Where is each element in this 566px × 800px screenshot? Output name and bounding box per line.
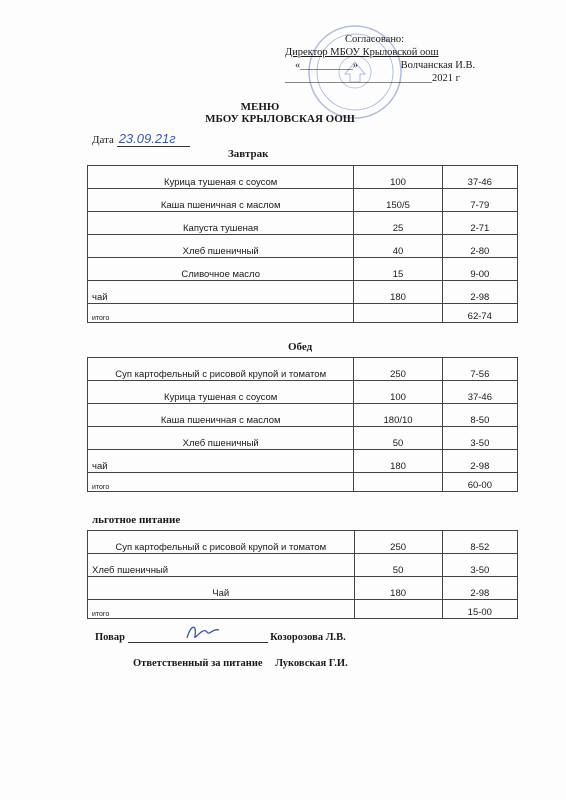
table-row (88, 258, 518, 281)
dish-price: 8-50 (442, 404, 517, 427)
dish-weight: 100 (354, 166, 442, 189)
dish-price: 2-98 (442, 281, 517, 304)
dish-price: 2-98 (442, 577, 517, 600)
cook-name: Козорозова Л.В. (270, 632, 346, 643)
date-row (92, 131, 190, 146)
dish-name: чай (88, 281, 354, 304)
dish-price: 8-52 (442, 531, 517, 554)
table-row (88, 281, 518, 304)
cook-signature-row (95, 630, 346, 643)
date-label: Дата (92, 134, 114, 146)
dish-weight: 40 (354, 235, 442, 258)
dish-price: 7-56 (442, 358, 517, 381)
dish-price: 3-50 (442, 427, 517, 450)
approval-block (285, 33, 545, 85)
dish-weight: 100 (354, 381, 442, 404)
table-row (88, 212, 518, 235)
handwritten-signature (183, 622, 223, 644)
table-row (88, 235, 518, 258)
lunch-heading: Обед (288, 341, 313, 353)
responsible-row (133, 658, 348, 669)
dish-name: Каша пшеничная с маслом (88, 404, 354, 427)
dish-price: 2-80 (442, 235, 517, 258)
total-label: итого (88, 600, 355, 619)
breakfast-heading: Завтрак (228, 148, 269, 160)
dish-name: Чай (88, 577, 355, 600)
approval-name: Волчанская И.В. (400, 60, 476, 71)
table-row (88, 189, 518, 212)
benefit-table (87, 530, 518, 619)
dish-name: Суп картофельный с рисовой крупой и томатом (88, 358, 354, 381)
total-value: 15-00 (442, 600, 517, 619)
cook-signature-line (128, 630, 268, 643)
dish-name: Курица тушеная с соусом (88, 166, 354, 189)
benefit-heading: льготное питание (92, 514, 181, 526)
total-label: итого (88, 473, 354, 492)
dish-name: Хлеб пшеничный (88, 235, 354, 258)
responsible-name: Луковская Г.И. (275, 658, 348, 669)
total-value: 62-74 (442, 304, 517, 323)
table-row (88, 427, 518, 450)
approval-quote: «__________» (295, 60, 358, 71)
dish-weight: 180 (354, 281, 442, 304)
dish-name: чай (88, 450, 354, 473)
dish-weight: 180/10 (354, 404, 442, 427)
dish-name: Хлеб пшеничный (88, 554, 355, 577)
dish-name: Капуста тушеная (88, 212, 354, 235)
responsible-label: Ответственный за питание (133, 658, 263, 669)
total-label: итого (88, 304, 354, 323)
table-row (88, 531, 518, 554)
dish-weight: 50 (354, 554, 442, 577)
dish-name: Суп картофельный с рисовой крупой и томатом (88, 531, 355, 554)
total-row (88, 600, 518, 619)
dish-price: 3-50 (442, 554, 517, 577)
approval-year: ____________________________2021 г (285, 73, 460, 84)
date-value: 23.09.21г (117, 131, 190, 147)
approval-signature-line (285, 59, 545, 72)
table-row (88, 381, 518, 404)
lunch-table (87, 357, 518, 492)
menu-title-line1: МЕНЮ (240, 101, 280, 113)
dish-weight: 25 (354, 212, 442, 235)
cook-label: Повар (95, 632, 125, 643)
dish-price: 2-71 (442, 212, 517, 235)
table-row (88, 358, 518, 381)
total-row (88, 473, 518, 492)
dish-name: Каша пшеничная с маслом (88, 189, 354, 212)
menu-title (200, 101, 360, 125)
dish-price: 9-00 (442, 258, 517, 281)
dish-weight: 180 (354, 577, 442, 600)
table-row (88, 450, 518, 473)
dish-weight: 250 (354, 531, 442, 554)
table-row (88, 577, 518, 600)
dish-weight: 150/5 (354, 189, 442, 212)
total-value: 60-00 (442, 473, 517, 492)
approval-director: Директор МБОУ Крыловской оош (285, 47, 439, 58)
dish-price: 2-98 (442, 450, 517, 473)
dish-name: Хлеб пшеничный (88, 427, 354, 450)
dish-name: Сливочное масло (88, 258, 354, 281)
dish-price: 7-79 (442, 189, 517, 212)
approval-heading: Согласовано: (345, 34, 405, 45)
table-row (88, 554, 518, 577)
menu-title-line2: МБОУ КРЫЛОВСКАЯ ООШ (205, 113, 355, 125)
dish-weight: 180 (354, 450, 442, 473)
dish-price: 37-46 (442, 166, 517, 189)
dish-name: Курица тушеная с соусом (88, 381, 354, 404)
breakfast-table (87, 165, 518, 323)
dish-weight: 50 (354, 427, 442, 450)
dish-weight: 15 (354, 258, 442, 281)
dish-weight: 250 (354, 358, 442, 381)
total-row (88, 304, 518, 323)
table-row (88, 404, 518, 427)
table-row (88, 166, 518, 189)
dish-price: 37-46 (442, 381, 517, 404)
